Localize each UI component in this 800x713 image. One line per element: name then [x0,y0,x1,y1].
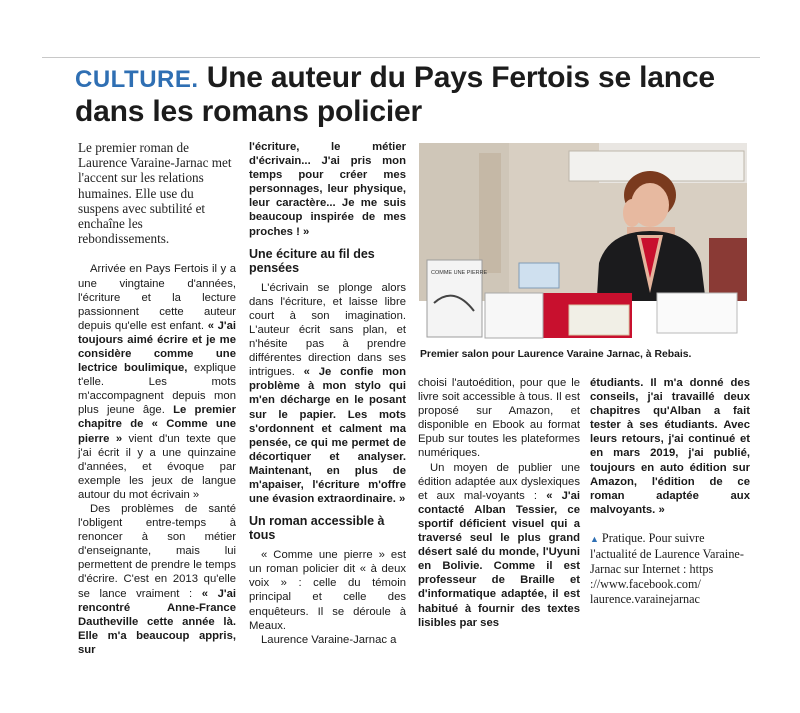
paragraph: étudiants. Il m'a donné des conseils, j'ai travaillé deux chapitres qu'Alban a fait tester à ses étudiants. Avec leurs retours, j'ai continué et en mars 2019, j'ai publié, toujours en auto édition sur Amazon, l'édition de ce roman adaptée aux malvoyants. » [590,377,750,516]
subheading: Un roman accessible à tous [249,514,385,543]
triangle-bullet-icon: ▲ [590,533,599,544]
headline-title: Une auteur du Pays Fertois se lance dans les romans policier [75,61,715,128]
practical-info: ▲ Pratique. Pour suivre l'actualité de Laurence Varaine-Jarnac sur Internet : https ://www.facebook.com/ laurence.varainejarnac [590,530,744,606]
section-rubric: CULTURE. [75,66,199,93]
headline [75,62,765,128]
top-rule [42,57,760,58]
paragraph: Arrivée en Pays Fertois il y a une vingtaine d'années, l'écriture et la lecture passionnent cette auteur depuis qu'elle est enfant. « J'ai toujours aimé écrire et je me considère comme une lectrice boulimique, explique t'elle. Les mots m'accompagnent depuis mon plus jeune âge. Le premier chapitre de « Comme une pierre » vient d'un texte que j'ai écrit il y a une quinzaine d'années, et évoque par exemple les jeux de langue autour du mot écrivain » [78,263,236,501]
book-title-label: COMME UNE PIERRE [431,270,488,276]
photo-caption: Premier salon pour Laurence Varaine Jarnac, à Rebais. [420,349,692,360]
article-photo [419,143,747,344]
article-column-4 [590,376,750,607]
article-column-3 [418,376,580,630]
article-column-1 [78,140,236,657]
paragraph: Un moyen de publier une édition adaptée aux dyslexiques et aux mal-voyants : « J'ai contacté Alban Tessier, ce sportif déficient visuel qui a traversé seul le plus grand désert salé du monde, l'Uyuni en Bolivie. Comme il est professeur de Braille et d'informatique adaptée, il est habitué à fournir des textes lisibles par ses [418,461,581,629]
article-column-2 [249,140,406,647]
paragraph: Des problèmes de santé l'obligent entre-temps à renoncer à son métier d'enseignante, mais lui permettent de prendre le temps d'écrire. C'est en 2013 qu'elle se lance vraiment : « J'ai rencontré Anne-France Dautheville cette année là. Elle m'a beaucoup appris, sur [78,503,237,656]
paragraph: L'écrivain se plonge alors dans l'écriture, et laisse libre court à son imagination. L'auteur écrit sans plan, et n'hésite pas à prendre différentes direction dans ses intrigues. « Je confie mon problème à mon stylo qui m'en décharge en le posant sur le papier. Les mots s'ordonnent et calment ma pensée, ce qui me permet de décortiquer et analyser. Maintenant, en plus de m'apaiser, l'écriture m'offre une évasion extraordinaire. » [249,281,406,506]
paragraph: choisi l'autoédition, pour que le livre soit accessible à tous. Il est proposé sur Amazon, et disponible en Ebook au format Epub sur toutes les plateformes numériques. [418,377,580,460]
paragraph: « Comme une pierre » est un roman policier dit « à deux voix » : celle du témoin principal et celle des enquêteurs. Il se déroule à Meaux. [249,549,406,632]
paragraph: Laurence Varaine-Jarnac a [261,633,397,646]
article-lead: Le premier roman de Laurence Varaine-Jarnac met l'accent sur les relations humaines. Elle use du suspens avec subtilité et enchaîne les rebondissements. [78,140,232,247]
paragraph: l'écriture, le métier d'écrivain... J'ai pris mon temps pour créer mes personnages, leur physique, leur caractère... Je me suis beaucoup inspirée de mes proches ! » [249,141,406,238]
subheading: Une éciture au fil des pensées [249,246,375,275]
